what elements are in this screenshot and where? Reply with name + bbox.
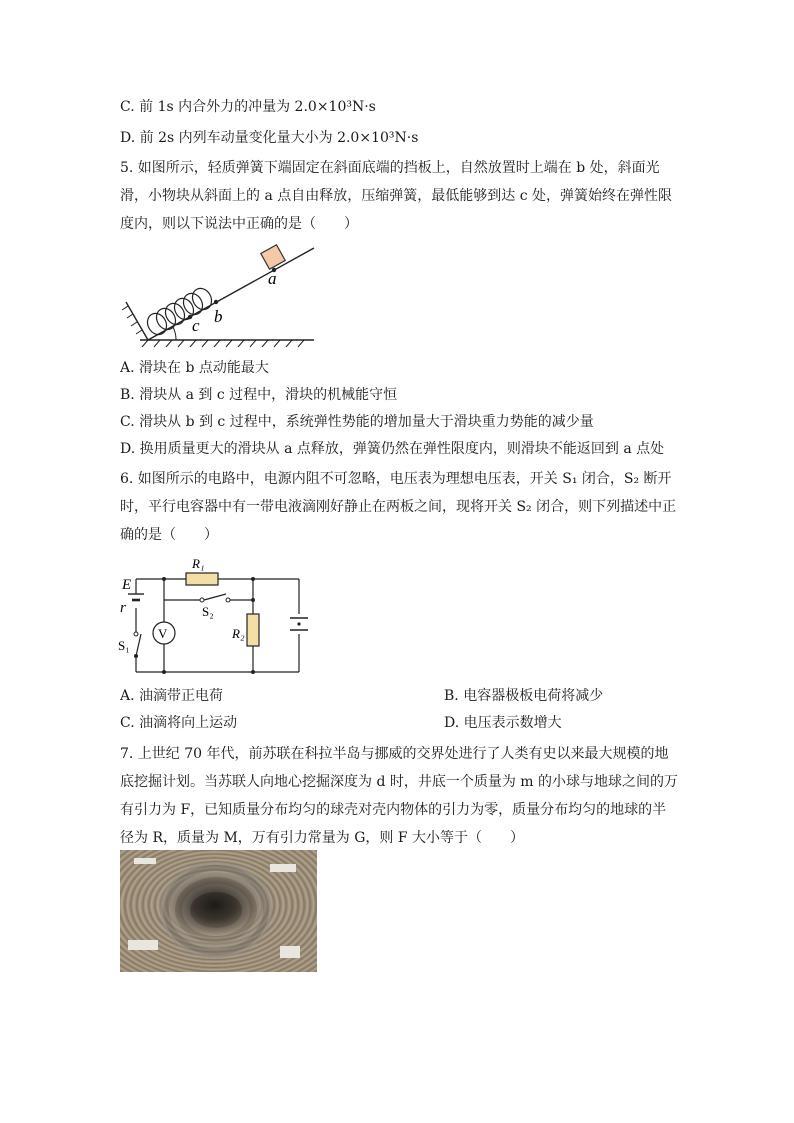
label-c: c <box>192 316 200 335</box>
q5-option-a: A. 滑块在 b 点动能最大 <box>120 360 269 376</box>
q6-option-c: C. 油滴将向上运动 <box>120 715 238 731</box>
question-6-text: 6. 如图所示的电路中，电源内阻不可忽略，电压表为理想电压表，开关 S₁ 闭合，S₂ 断开时，平行电容器中有一带电液滴刚好静止在两板之间，现将开关 S₂ 闭合，则下列描述中正确的是（ ） <box>120 471 677 543</box>
label-a: a <box>268 269 277 288</box>
label-r: r <box>120 600 126 616</box>
q5-option-d: D. 换用质量更大的滑块从 a 点释放，弹簧仍然在弹性限度内，则滑块不能返回到 a 点处 <box>120 441 665 457</box>
question-5-text: 5. 如图所示，轻质弹簧下端固定在斜面底端的挡板上，自然放置时上端在 b 处，斜面光滑，小物块从斜面上的 a 点自由释放，压缩弹簧，最低能够到达 c 处，弹簧始终在弹性限度内，则以下说法中正确的是（ ） <box>120 160 672 232</box>
q6-option-d: D. 电压表示数增大 <box>444 715 562 731</box>
label-E: E <box>122 577 132 593</box>
label-S1: S₁ <box>118 638 130 653</box>
q5-option-b: B. 滑块从 a 到 c 过程中，滑块的机械能守恒 <box>120 387 398 403</box>
mine-pit-photo <box>120 850 317 972</box>
circuit-figure <box>116 556 308 674</box>
option-d-q4: D. 前 2s 内列车动量变化量大小为 2.0×10³N·s <box>120 130 419 146</box>
q5-option-c: C. 滑块从 b 到 c 过程中，系统弹性势能的增加量大于滑块重力势能的减少量 <box>120 414 594 430</box>
label-R2: R₂ <box>232 626 245 641</box>
q6-option-b: B. 电容器极板电荷将减少 <box>444 688 604 704</box>
voltmeter-icon: V <box>158 626 168 641</box>
option-c-q4: C. 前 1s 内合外力的冲量为 2.0×10³N·s <box>120 99 376 115</box>
label-R1: R₁ <box>192 556 205 571</box>
incline-spring-figure <box>118 240 328 348</box>
label-S2: S₂ <box>202 604 214 619</box>
question-7-text: 7. 上世纪 70 年代，前苏联在科拉半岛与挪威的交界处进行了人类有史以来最大规模的地底挖掘计划。当苏联人向地心挖掘深度为 d 时，井底一个质量为 m 的小球与地球之间的万有引力为 F，已知质量分布均匀的球壳对壳内物体的引力为零，质量分布均匀的地球的半径为 R，质量为 M，万有引力常量为 G，则 F 大小等于（ ） <box>120 746 679 846</box>
q6-option-a: A. 油滴带正电荷 <box>120 688 224 704</box>
label-b: b <box>214 307 223 326</box>
